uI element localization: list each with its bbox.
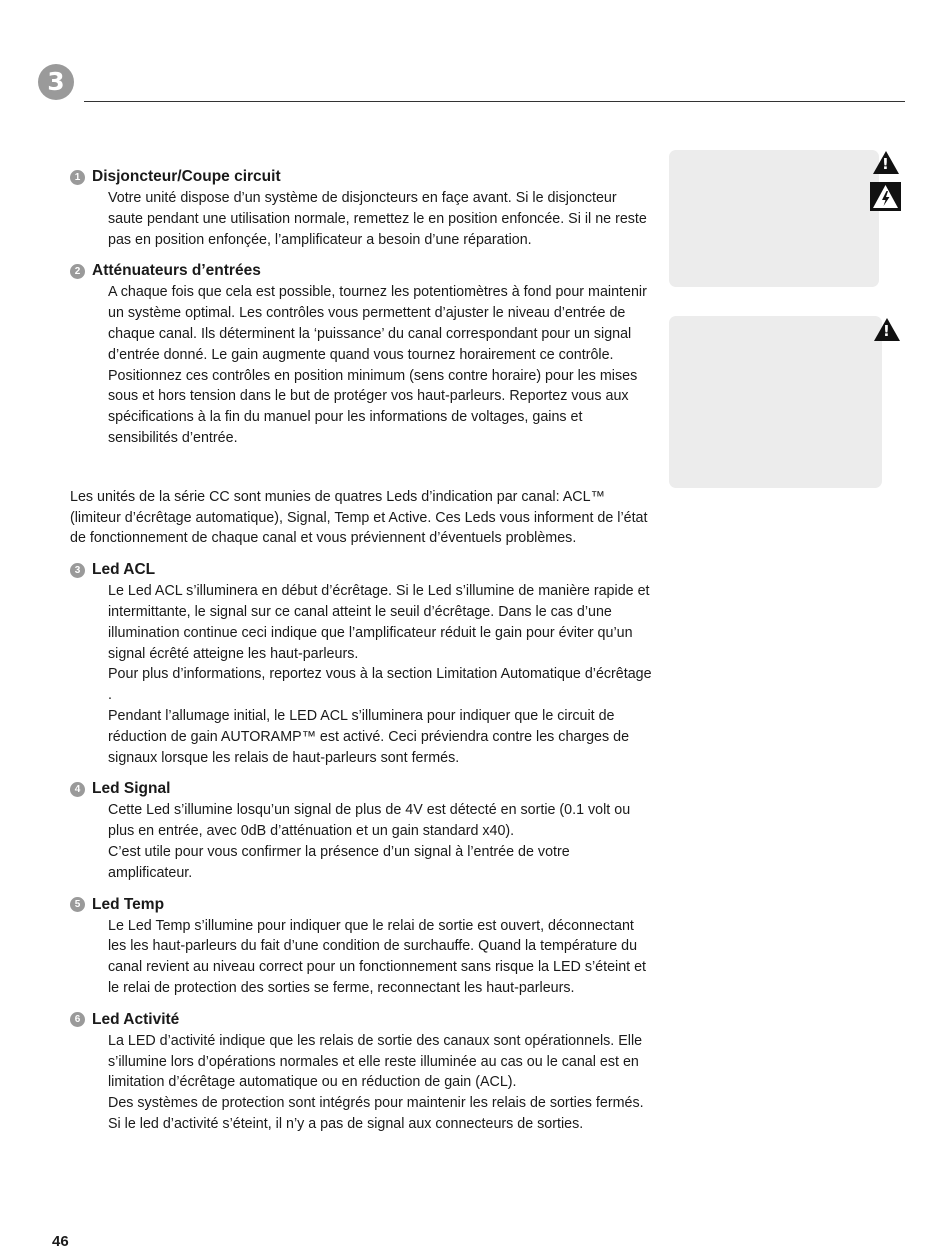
section-number-icon: 5 xyxy=(70,897,85,912)
section-heading xyxy=(70,559,654,581)
intro-paragraph: Les unités de la série CC sont munies de quatres Leds d’indication par canal: ACL™ (limiteur d’écrêtage automatique), Signal, Temp et Active. Ces Leds vous informent de l’état de fonctionnement de chaque canal et vous préviennent d’éventuels problèmes. xyxy=(70,488,648,547)
section-heading xyxy=(70,260,654,282)
sidebar-note-box-1 xyxy=(669,150,879,287)
section-number-icon: 6 xyxy=(70,1012,85,1027)
section-number-icon: 4 xyxy=(70,782,85,797)
section-title: Atténuateurs d’entrées xyxy=(92,262,261,280)
section-body xyxy=(70,1031,654,1135)
warning-triangle-icon xyxy=(873,151,899,174)
section-input-attenuators xyxy=(70,260,654,448)
section-breaker xyxy=(70,166,654,250)
section-body xyxy=(70,188,654,250)
chapter-number-badge: 3 xyxy=(38,64,74,100)
header-rule xyxy=(84,101,905,102)
paragraph: Le Led Temp s’illumine pour indiquer que le relai de sortie est ouvert, déconnectant les les haut-parleurs du fait d’une condition de surchauffe. Quand la température du canal revient au niveau correct pour un fonctionnement sans risque la LED s’éteint et le relai de protection des sorties se ferme, reconnectant les haut-parleurs. xyxy=(108,917,647,996)
section-number-icon: 1 xyxy=(70,170,85,185)
section-led-temp xyxy=(70,894,654,999)
section-led-acl xyxy=(70,559,654,768)
section-title: Led Signal xyxy=(92,780,171,798)
section-number-icon: 3 xyxy=(70,563,85,578)
paragraph: Des systèmes de protection sont intégrés pour maintenir les relais de sorties fermés. xyxy=(108,1095,644,1112)
section-title: Led ACL xyxy=(92,561,156,579)
paragraph: Pendant l’allumage initial, le LED ACL s’illuminera pour indiquer que le circuit de réduction de gain AUTORAMP™ est activé. Ceci préviendra contre les charges de signaux lorsque les relais de haut-parleurs sont fermés. xyxy=(108,707,630,766)
section-body xyxy=(70,916,654,999)
section-heading xyxy=(70,894,654,916)
paragraph: C’est utile pour vous confirmer la présence d’un signal à l’entrée de votre amplificateur. xyxy=(108,843,570,881)
main-content xyxy=(70,166,654,1145)
paragraph: Le Led ACL s’illuminera en début d’écrêtage. Si le Led s’illumine de manière rapide et intermittante, le signal sur ce canal atteint le seuil d’écrêtage. Dans le cas d’une illumination continue ceci indique que l’amplificateur réduit le gain pour éviter qu’un signal écrêté atteigne les haut-parleurs. xyxy=(108,583,650,662)
warning-triangle-icon xyxy=(874,318,900,341)
section-title: Disjoncteur/Coupe circuit xyxy=(92,168,281,185)
section-led-signal xyxy=(70,778,654,883)
section-body xyxy=(70,800,654,883)
section-title: Led Activité xyxy=(92,1010,180,1028)
paragraph: Votre unité dispose d’un système de disjoncteurs en façe avant. Si le disjoncteur saute pendant une utilisation normale, remettez le en position enfoncée. Si il ne reste pas en position enfonçée, l’amplificateur a besoin d’une réparation. xyxy=(108,190,647,248)
paragraph: Cette Led s’illumine losqu’un signal de plus de 4V est détecté en sortie (0.1 volt ou plus en entrée, avec 0dB d’atténuation et un gain standard x40). xyxy=(108,802,631,840)
section-number-icon: 2 xyxy=(70,264,85,279)
section-body xyxy=(70,581,654,768)
section-title: Led Temp xyxy=(92,895,165,913)
paragraph: La LED d’activité indique que les relais de sortie des canaux sont opérationnels. Elle s’illumine lors d’opérations normales et elle reste illuminée au cas ou le canal est en limitation d’écrêtage automatique ou en réduction de gain (ACL). xyxy=(108,1032,643,1091)
paragraph: Pour plus d’informations, reportez vous à la section Limitation Automatique d’écrêtage . xyxy=(108,666,652,704)
sidebar-note-box-2 xyxy=(669,316,882,488)
section-heading xyxy=(70,166,654,188)
paragraph: A chaque fois que cela est possible, tournez les potentiomètres à fond pour maintenir un système optimal. Les contrôles vous permettent d’ajuster le niveau d’entrée de chaque canal. Ils déterminent la ‘puissance’ du canal correspondant pour un signal d’entrée donné. Le gain augmente quand vous tournez horairement ce contrôle. Positionnez ces contrôles en position minimum (sens contre horaire) pour les mises sous et hors tension dans le but de protéger vos haut-parleurs. Reportez vous aux spécifications à la fin du manuel pour les informations de voltages, gains et sensibilités d’entrée. xyxy=(108,284,647,446)
section-body xyxy=(70,282,654,448)
paragraph: Si le led d’activité s’éteint, il n’y a pas de signal aux connecteurs de sorties. xyxy=(108,1115,584,1132)
electric-shock-warning-icon xyxy=(870,182,901,211)
page-number: 46 xyxy=(52,1233,69,1250)
section-heading xyxy=(70,778,654,800)
section-led-activity xyxy=(70,1009,654,1135)
section-heading xyxy=(70,1009,654,1031)
